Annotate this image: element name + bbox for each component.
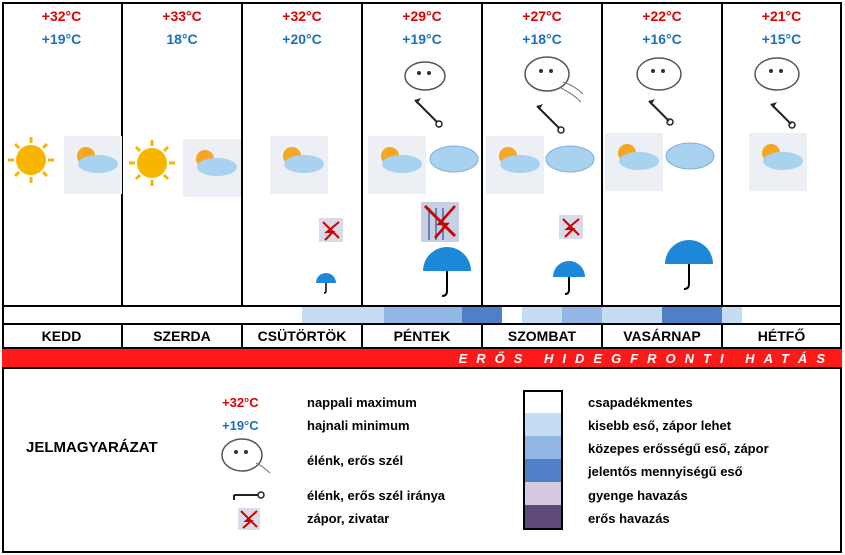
legend-swatch-heavy-rain xyxy=(523,459,563,482)
thunderstorm-icon xyxy=(559,215,583,239)
partly-cloudy-icon xyxy=(749,133,807,191)
max-temp: +21°C xyxy=(761,8,802,24)
strong-wind-icon xyxy=(523,52,585,104)
cloud-icon xyxy=(427,137,481,179)
legend-swatch-none xyxy=(523,390,563,413)
precip-cell xyxy=(722,307,742,323)
precip-cell xyxy=(302,307,362,323)
legend-wind-dir-label: élénk, erős szél iránya xyxy=(307,488,446,503)
precip-cell xyxy=(662,307,722,323)
max-temp: +29°C xyxy=(402,8,442,24)
precip-cell xyxy=(384,307,442,323)
day-name: PÉNTEK xyxy=(363,325,483,347)
max-temp: +32°C xyxy=(41,8,82,24)
legend-title: JELMAGYARÁZAT xyxy=(26,439,158,456)
max-temp: +27°C xyxy=(522,8,562,24)
day-name: SZOMBAT xyxy=(483,325,603,347)
umbrella-icon xyxy=(551,260,587,296)
precip-cell xyxy=(442,307,462,323)
day-names-row xyxy=(2,325,842,349)
legend-swatch-heavy-snow xyxy=(523,505,563,530)
max-temp: +33°C xyxy=(162,8,202,24)
partly-cloudy-icon xyxy=(270,136,328,194)
min-temp: +15°C xyxy=(761,31,802,47)
min-temp: +19°C xyxy=(41,31,82,47)
legend-precip-label: jelentős mennyiségű eső xyxy=(588,464,743,479)
precip-cell xyxy=(362,307,384,323)
min-temp: +20°C xyxy=(282,31,322,47)
legend-precip-label: erős havazás xyxy=(588,511,670,526)
partly-cloudy-icon xyxy=(183,139,241,197)
wind-direction-icon xyxy=(767,100,797,130)
cloud-icon xyxy=(543,137,597,179)
day-name: SZERDA xyxy=(123,325,243,347)
day-column-hetfo xyxy=(723,2,840,305)
precip-cell xyxy=(602,307,662,323)
strong-wind-icon xyxy=(635,54,691,96)
max-temp: +22°C xyxy=(642,8,682,24)
thunderstorm-icon xyxy=(238,508,260,530)
legend-sample-min: +19°C xyxy=(222,418,259,433)
strong-wind-icon xyxy=(403,58,447,94)
banner-text: ERŐS HIDEGFRONTI HATÁS xyxy=(458,351,834,366)
umbrella-icon xyxy=(421,247,473,299)
partly-cloudy-icon xyxy=(486,136,544,194)
legend-precip-label: gyenge havazás xyxy=(588,488,688,503)
day-column-szombat xyxy=(483,2,603,305)
day-name: CSÜTÖRTÖK xyxy=(243,325,363,347)
legend-storm-label: zápor, zivatar xyxy=(307,511,390,526)
partly-cloudy-icon xyxy=(605,133,663,191)
precipitation-bar xyxy=(2,305,842,325)
cloud-icon xyxy=(663,134,717,176)
cold-front-banner xyxy=(2,349,842,369)
precip-cell xyxy=(462,307,502,323)
legend-min-label: hajnali minimum xyxy=(307,418,410,433)
wind-direction-icon xyxy=(533,102,567,136)
day-column-csutortok xyxy=(243,2,363,305)
thunderstorm-icon xyxy=(319,218,343,242)
day-column-vasarnap xyxy=(603,2,723,305)
legend-max-label: nappali maximum xyxy=(307,395,417,410)
wind-direction-icon xyxy=(232,488,266,502)
sun-icon xyxy=(6,135,56,185)
legend-swatch-light-snow xyxy=(523,482,563,505)
legend-precip-label: csapadékmentes xyxy=(588,395,693,410)
precip-cell xyxy=(522,307,562,323)
min-temp: 18°C xyxy=(166,31,198,47)
legend-wind-label: élénk, erős szél xyxy=(307,453,404,468)
partly-cloudy-icon xyxy=(368,136,426,194)
umbrella-icon xyxy=(315,272,337,294)
wind-direction-icon xyxy=(645,97,675,127)
umbrella-icon xyxy=(663,240,715,292)
day-column-pentek xyxy=(363,2,483,305)
legend-precip-label: közepes erősségű eső, zápor xyxy=(588,441,769,456)
max-temp: +32°C xyxy=(282,8,322,24)
strong-wind-icon xyxy=(220,435,272,477)
day-column-kedd xyxy=(2,2,123,305)
min-temp: +18°C xyxy=(522,31,562,47)
sun-icon xyxy=(127,138,177,188)
legend-sample-max: +32°C xyxy=(222,395,259,410)
legend-swatch-moderate-rain xyxy=(523,436,563,459)
legend-swatch-light-rain xyxy=(523,413,563,436)
day-name: HÉTFŐ xyxy=(757,328,806,344)
day-column-szerda xyxy=(123,2,243,305)
min-temp: +19°C xyxy=(402,31,442,47)
day-name: VASÁRNAP xyxy=(603,325,723,347)
precip-cell xyxy=(562,307,602,323)
strong-wind-icon xyxy=(753,54,809,96)
partly-cloudy-icon xyxy=(64,136,122,194)
day-name: KEDD xyxy=(2,325,123,347)
wind-direction-icon xyxy=(411,96,445,130)
legend-precip-label: kisebb eső, zápor lehet xyxy=(588,418,732,433)
min-temp: +16°C xyxy=(642,31,682,47)
thunderstorm-icon xyxy=(421,202,459,242)
